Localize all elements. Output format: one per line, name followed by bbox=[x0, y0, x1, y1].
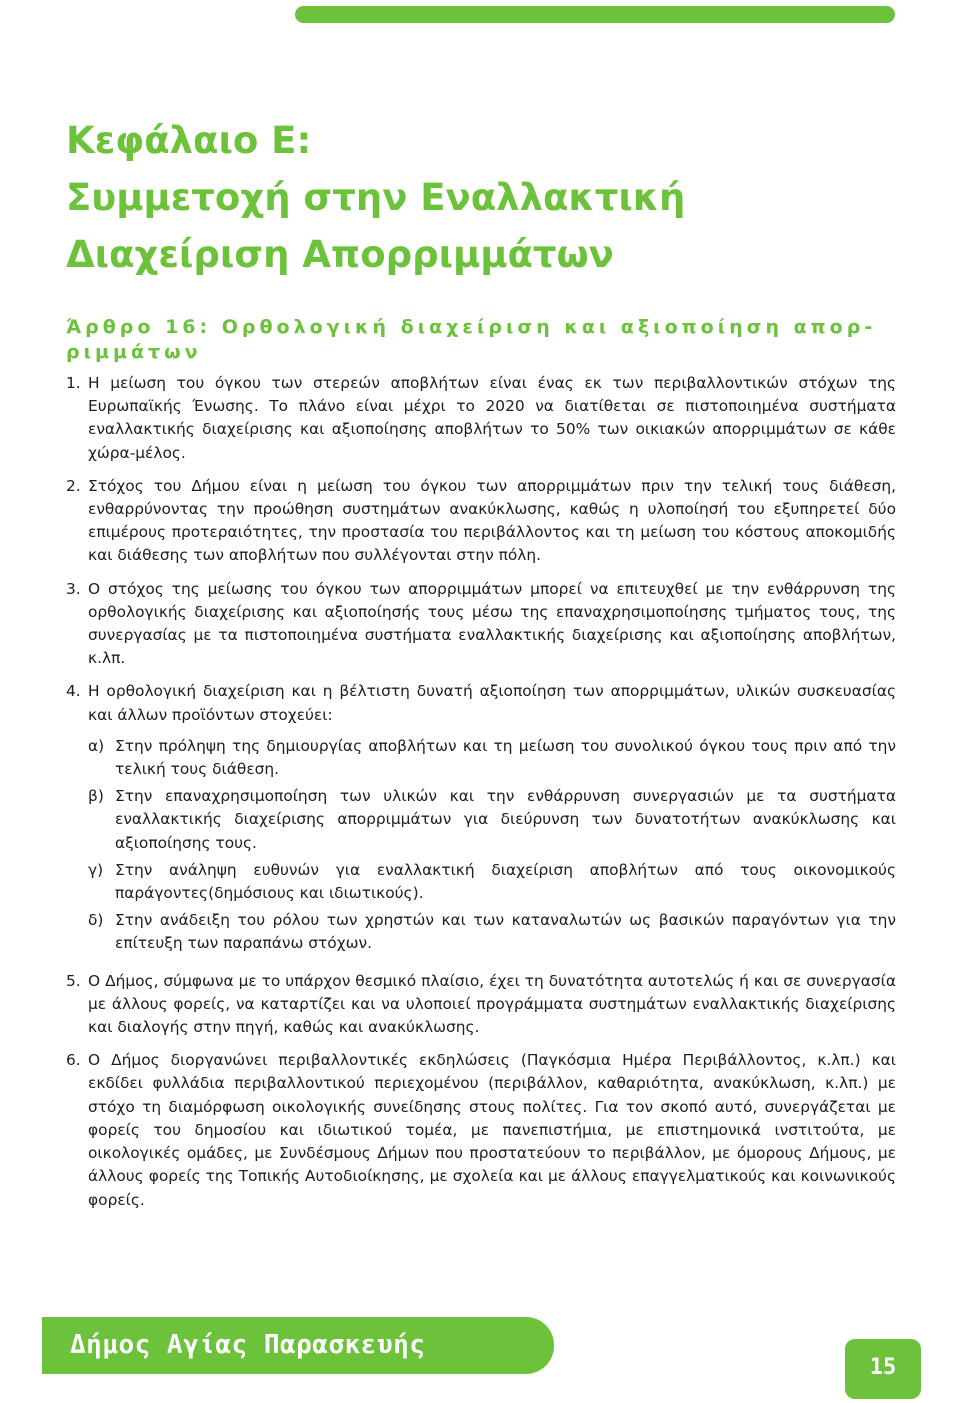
subitem-label: α) bbox=[88, 736, 105, 755]
paragraph-number: 6. bbox=[66, 1051, 81, 1070]
paragraph-2 bbox=[66, 475, 896, 568]
paragraph-number: 4. bbox=[66, 682, 81, 701]
paragraph-number: 5. bbox=[66, 971, 81, 990]
subitem-label: γ) bbox=[88, 860, 104, 879]
subitem-text: Στην ανάδειξη του ρόλου των χρηστών και των καταναλωτών ως βασικών παραγόντων για την επίτευξη των παραπάνω στόχων. bbox=[115, 911, 896, 953]
subitem-a bbox=[88, 735, 896, 781]
subitem-b bbox=[88, 785, 896, 855]
paragraph-number: 1. bbox=[66, 374, 81, 392]
subitem-text: Στην ανάληψη ευθυνών για εναλλακτική διαχείριση αποβλήτων από τους οικονομικούς παράγοντες(δημόσιους και ιδιωτικούς). bbox=[115, 860, 896, 903]
subitem-label: β) bbox=[88, 787, 104, 806]
paragraph-3 bbox=[66, 578, 896, 671]
paragraph-1 bbox=[66, 372, 896, 465]
paragraph-text: Η ορθολογική διαχείριση και η βέλτιστη δυνατή αξιοποίηση των απορριμμάτων, υλικών συσκευασίας και άλλων προϊόντων στοχεύει: bbox=[88, 682, 896, 724]
subitem-d bbox=[88, 909, 896, 955]
chapter-title-line-3: Διαχείριση Απορριμμάτων bbox=[66, 233, 614, 276]
paragraph-number: 3. bbox=[66, 579, 81, 598]
page-number: 15 bbox=[869, 1355, 897, 1380]
paragraph-text: Η μείωση του όγκου των στερεών αποβλήτων είναι ένας εκ των περιβαλλοντικών στόχων της Ευρωπαϊκής Ένωσης. Το πλάνο είναι μέχρι το 2020 να διατίθεται σε πιστοποιημένα συστήματα εναλλακτικής διαχείρισης και αξιοποίησης αποβλήτων το 50% των οικιακών απορριμμάτων σε κάθε χώρα-μέλος. bbox=[88, 374, 896, 462]
subitem-text: Στην πρόληψη της δημιουργίας αποβλήτων και τη μείωση του συνολικού όγκου τους πριν από την τελική τους διάθεση. bbox=[115, 736, 896, 779]
paragraph-6 bbox=[66, 1049, 896, 1211]
article-heading: Άρθρο 16: Ορθολογική διαχείριση και αξιοποίηση απορ-ριμμάτων bbox=[66, 316, 877, 363]
top-decorative-bar bbox=[295, 6, 895, 23]
subitem-label: δ) bbox=[88, 911, 104, 930]
subitem-c bbox=[88, 859, 896, 905]
paragraph-text: Ο Δήμος διοργανώνει περιβαλλοντικές εκδηλώσεις (Παγκόσμια Ημέρα Περιβάλλοντος, κ.λπ.) και εκδίδει φυλλάδια περιβαλλοντικού περιεχομένου (περιβάλλον, καθαριότητα, ανακύκλωση, κ.λπ.) με στόχο τη διαμόρφωση οικολογικής συνείδησης στους πολίτες. Για τον σκοπό αυτό, συνεργάζεται με φορείς του δημοσίου και ιδιωτικού τομέα, με πανεπιστήμια, με επιστημονικά ινστιτούτα, με οικολογικές ομάδες, με Συνδέσμους Δήμων που προστατεύουν το περιβάλλον, με όμορους Δήμους, με άλλους φορείς της Τοπικής Αυτοδιοίκησης, με σχολεία και με άλλους επαγγελματικούς και κοινωνικούς φορείς. bbox=[88, 1051, 896, 1209]
paragraph-number: 2. bbox=[66, 476, 81, 495]
article-body bbox=[66, 372, 896, 1222]
chapter-title-line-2: Συμμετοχή στην Εναλλακτική bbox=[66, 176, 686, 219]
chapter-title-line-1: Κεφάλαιο Ε: bbox=[66, 119, 312, 162]
paragraph-text: Ο στόχος της μείωσης του όγκου των απορριμμάτων μπορεί να επιτευχθεί με την ενθάρρυνση της ορθολογικής διαχείρισης και αξιοποίησής τους μέσω της επαναχρησιμοποίησης τμήματος τους, της συνεργασίας με τα πιστοποιημένα συστήματα εναλλακτικής διαχείρισης και αξιοποίησης αποβλήτων, κ.λπ. bbox=[88, 579, 896, 668]
paragraph-text: Στόχος του Δήμου είναι η μείωση του όγκου των απορριμμάτων πριν την τελική τους διάθεση, ενθαρρύνοντας την προώθηση συστημάτων ανακύκλωσης, καθώς η υλοποίησή του εξυπηρετεί δύο επιμέρους προτεραιότητες, την προστασία του περιβάλλοντος και τη μείωση του κόστους αποκομιδής και διάθεσης των αποβλήτων που συλλέγονται στην πόλη. bbox=[88, 476, 896, 565]
chapter-title bbox=[66, 112, 685, 283]
subitem-text: Στην επαναχρησιμοποίηση των υλικών και την ενθάρρυνση συνεργασιών με τα συστήματα εναλλακτικής διαχείρισης απορριμμάτων για διεύρυνση των δυνατοτήτων ανακύκλωσης και αξιοποίησης τους. bbox=[115, 787, 896, 852]
paragraph-5 bbox=[66, 970, 896, 1040]
subitem-list bbox=[88, 735, 896, 960]
municipality-name: Δήμος Αγίας Παρασκευής bbox=[70, 1330, 426, 1360]
paragraph-text: Ο Δήμος, σύμφωνα με το υπάρχον θεσμικό πλαίσιο, έχει τη δυνατότητα αυτοτελώς ή και σε συνεργασία με άλλους φορείς, να καταρτίζει και να υλοποιεί προγράμματα συστημάτων εναλλακτικής διαχείρισης και διαλογής στην πηγή, καθώς και ανακύκλωσης. bbox=[88, 971, 896, 1037]
paragraph-4 bbox=[66, 680, 896, 726]
